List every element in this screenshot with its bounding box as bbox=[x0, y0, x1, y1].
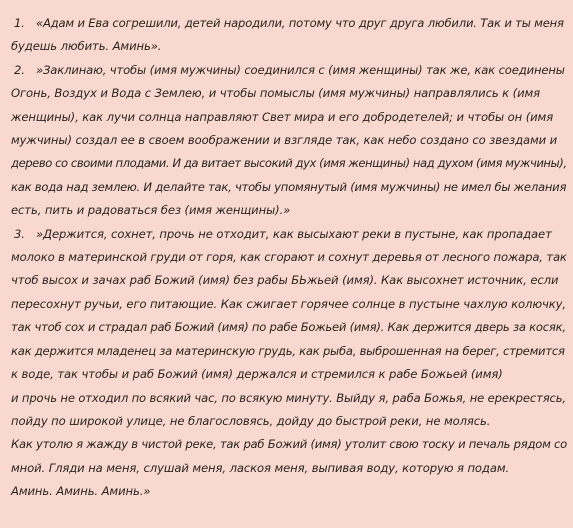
item-1-number: 1. bbox=[14, 16, 25, 30]
item-3-line-9: пойду по широкой улице, не благословясь, дойду до быстрой реки, не молясь. bbox=[11, 413, 491, 428]
item-3-line-12: Аминь. Аминь. Аминь.» bbox=[11, 484, 151, 499]
item-2-line-2: Огонь, Воздух и Вода с Землею, и чтобы помыслы (имя мужчины) направлялись к (имя bbox=[11, 86, 541, 101]
item-3-line-8: и прочь не отходил по всякий час, по всякую минуту. Выйду я, раба Божья, не ерекрестясь, bbox=[11, 390, 566, 405]
item-2-line-4: мужчины) создал ее в своем воображении и взгляде так, как небо создано со звездами и bbox=[11, 133, 558, 148]
item-3-number: 3. bbox=[14, 226, 25, 241]
item-3-line-10: Как утолю я жажду в чистой реке, так раб Божий (имя) утолит свою тоску и печаль рядом со bbox=[11, 437, 567, 452]
item-3-line-1: 3. »Держится, сохнет, прочь не отходит, как высыхают реки в пустыне, как пропадает bbox=[11, 223, 567, 246]
item-3-line-5: так чтоб сох и страдал раб Божий (имя) по рабе Божьей (имя). Как держится дверь за косяк, bbox=[11, 320, 566, 335]
item-2-line-1: 2. »Заклинаю, чтобы (имя мужчины) соединился с (имя женщины) так же, как соединены bbox=[11, 59, 567, 82]
item-3-line-2: молоко в материнской груди от горя, как сгорают и сохнут деревья от лесного пожара, так bbox=[11, 250, 567, 265]
item-2-line-3: женщины), как лучи солнца направляют Свет мира и его добродетелей; и чтобы он (имя bbox=[11, 109, 554, 124]
item-3-line-4: пересохнут ручьи, его питающие. Как сжигает горячее солнце в пустыне чахлую колючку, bbox=[11, 296, 566, 311]
item-3-line-6: как держится младенец за материнскую грудь, как рыба, выброшенная на берег, стремится bbox=[11, 343, 565, 358]
item-3-line-7: к воде, так чтобы и раб Божий (имя) держался и стремился к рабе Божьей (имя) bbox=[11, 367, 503, 382]
item-2-line-7: есть, пить и радоваться без (имя женщины).» bbox=[11, 203, 291, 218]
item-2-line-6: как вода над землею. И делайте так, чтобы упомянутый (имя мужчины) не имел бы желания bbox=[11, 179, 567, 194]
item-2-line-5: дерево со своими плодами. И да витает высокий дух (имя женщины) над духом (имя мужчины), bbox=[11, 156, 567, 171]
item-1-line-2: будешь любить. Аминь». bbox=[11, 39, 162, 54]
item-1-line-1: 1. «Адам и Ева согрешили, детей народили, потому что друг друга любили. Так и ты меня bbox=[11, 12, 567, 35]
item-3-line-11: мной. Гляди на меня, слушай меня, ласкоя меня, выпивая воду, которую я подам. bbox=[11, 460, 510, 475]
item-3-line-3: чтоб высох и зачах раб Божий (имя) без рабы БЬжьей (имя). Как высохнет источник, если bbox=[11, 273, 559, 288]
item-2-number: 2. bbox=[14, 62, 25, 77]
